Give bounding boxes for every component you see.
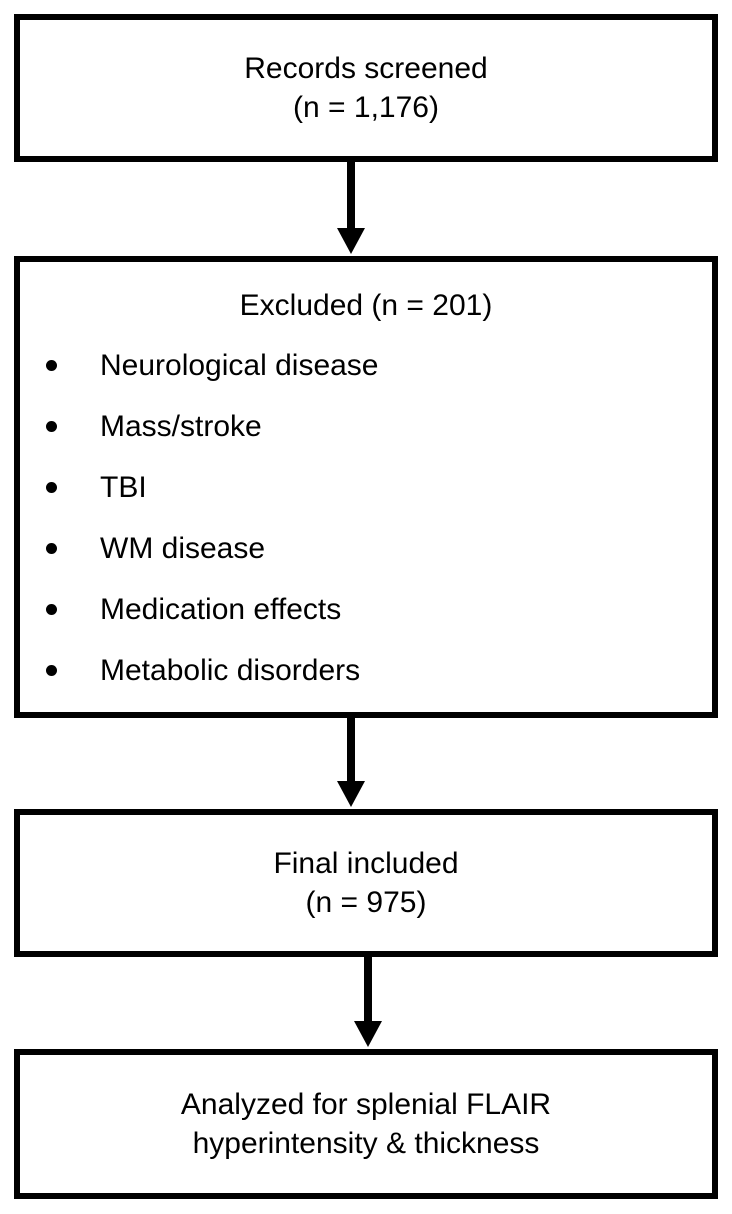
bullet-icon [46, 604, 57, 615]
exclusion-reason-label: TBI [100, 471, 147, 504]
analyzed-line-1: Analyzed for splenial FLAIR [180, 1088, 552, 1121]
final-included-count: (n = 975) [305, 886, 427, 919]
excluded-title: Excluded (n = 201) [239, 289, 493, 322]
arrow-included-to-analyzed [343, 957, 393, 1049]
exclusion-reason [20, 407, 379, 468]
analyzed-line-2: hyperintensity & thickness [192, 1127, 540, 1160]
arrow-screened-to-excluded [326, 162, 376, 256]
bullet-icon [46, 543, 57, 554]
exclusion-reason [20, 468, 379, 529]
bullet-icon [46, 421, 57, 432]
exclusion-reason-label: WM disease [100, 532, 266, 565]
records-screened-box [14, 14, 718, 162]
exclusion-reason-label: Neurological disease [100, 349, 379, 382]
exclusion-reason [20, 590, 379, 651]
final-included-box [14, 809, 718, 957]
exclusion-reason-label: Medication effects [100, 593, 342, 626]
exclusion-reason [20, 346, 379, 407]
records-screened-count: (n = 1,176) [293, 91, 439, 124]
exclusion-reason [20, 651, 379, 712]
excluded-box [14, 256, 718, 718]
exclusion-reason-list [20, 346, 379, 712]
arrow-excluded-to-included [326, 718, 376, 809]
bullet-icon [46, 665, 57, 676]
exclusion-reason-label: Mass/stroke [100, 410, 262, 443]
records-screened-label: Records screened [244, 52, 488, 85]
analyzed-box [14, 1049, 718, 1199]
bullet-icon [46, 482, 57, 493]
exclusion-reason [20, 529, 379, 590]
bullet-icon [46, 360, 57, 371]
exclusion-reason-label: Metabolic disorders [100, 654, 361, 687]
final-included-label: Final included [273, 847, 459, 880]
